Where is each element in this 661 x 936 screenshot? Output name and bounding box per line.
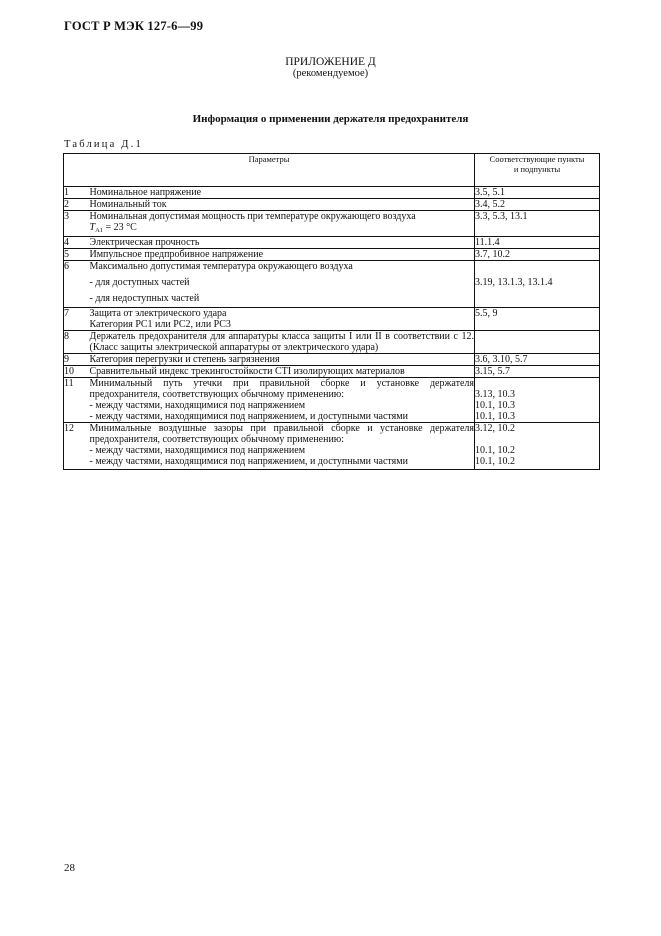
table-subrow [64, 291, 600, 308]
row-parameter-line2: Категория PC1 или PC2, или PC3 [89, 319, 231, 330]
table-caption: Таблица Д.1 [64, 139, 143, 150]
row-number: 6 [64, 261, 90, 308]
row-subparameter: - для доступных частей [89, 277, 190, 288]
row-parameter: Максимально допустимая температура окружающего воздуха [90, 261, 475, 276]
row-subparameter: - для недоступных частей [89, 293, 200, 304]
section-heading: Информация о применении держателя предохранителя [192, 113, 469, 125]
row-reference: 3.19, 13.1.3, 13.1.4 [475, 275, 600, 291]
row-parameter-text: Минимальные воздушные зазоры при правильной сборке и установке держателя предохранителя, соответствующих обычному применению: [89, 423, 474, 445]
table-row [64, 211, 600, 237]
table-row [64, 237, 600, 249]
row-parameter [90, 423, 475, 470]
header-params: Параметры [64, 154, 475, 187]
appendix-subtitle: (рекомендуемое) [292, 68, 369, 79]
row-parameter [90, 211, 475, 237]
document-code: ГОСТ Р МЭК 127-6—99 [64, 19, 204, 33]
formula-symbol: T [89, 222, 96, 233]
formula-value: = 23 °C [103, 222, 137, 233]
row-reference: 3.3, 5.3, 13.1 [475, 211, 600, 237]
row-number: 5 [64, 249, 90, 261]
row-reference-line: 10.1, 10.3 [475, 411, 515, 422]
header-refs [475, 154, 600, 187]
row-parameter: Импульсное предпробивное напряжение [90, 249, 475, 261]
table-header-row [64, 154, 600, 187]
row-number: 4 [64, 237, 90, 249]
table-row [64, 308, 600, 331]
parameters-table [63, 153, 600, 470]
row-reference-line: 3.12, 10.2 [475, 423, 515, 434]
row-parameter [90, 331, 475, 354]
table-subrow [64, 275, 600, 291]
row-number: 11 [64, 378, 90, 423]
row-parameter-formula [90, 222, 475, 236]
table-row [64, 378, 600, 423]
row-parameter-text: Номинальная допустимая мощность при температуре окружающего воздуха [89, 211, 416, 222]
row-parameter: Номинальный ток [90, 199, 475, 211]
header-refs-line1: Соответствующие пункты [489, 154, 585, 164]
row-reference: 3.4, 5.2 [475, 199, 600, 211]
row-number: 8 [64, 331, 90, 354]
row-reference: 5.5, 9 [475, 308, 600, 331]
row-subparameter: - между частями, находящимися под напряжением [89, 445, 306, 456]
row-number: 12 [64, 423, 90, 470]
row-reference-line: 3.13, 10.3 [475, 389, 515, 400]
row-subparameter: - между частями, находящимися под напряжением [89, 400, 306, 411]
row-number: 3 [64, 211, 90, 237]
table-row [64, 187, 600, 199]
header-refs-line2: и подпункты [513, 164, 561, 174]
row-reference: 3.7, 10.2 [475, 249, 600, 261]
row-parameter: Электрическая прочность [90, 237, 475, 249]
row-reference-line: 10.1, 10.2 [475, 445, 515, 456]
row-parameter: Сравнительный индекс трекингостойкости СТI изолирующих материалов [90, 366, 475, 378]
row-reference [475, 378, 600, 423]
row-number: 7 [64, 308, 90, 331]
row-reference: 3.6, 3.10, 5.7 [475, 354, 600, 366]
row-parameter: Номинальное напряжение [89, 187, 202, 198]
table-row [64, 366, 600, 378]
row-subparameter: - между частями, находящимися под напряжением, и доступными частями [89, 411, 408, 422]
row-reference [475, 331, 600, 354]
row-number: 1 [64, 187, 90, 199]
row-reference [475, 291, 600, 308]
table-row [64, 249, 600, 261]
formula-subscript: A1 [95, 227, 104, 234]
row-parameter-text: Держатель предохранителя для аппаратуры класса защиты I или II в соответствии с 12. (Класс защиты электрической аппаратуры от электрического удара) [89, 331, 474, 353]
page-number: 28 [64, 862, 75, 874]
table-row [64, 199, 600, 211]
row-reference-line: 10.1, 10.3 [475, 400, 515, 411]
row-reference [475, 423, 600, 470]
row-number: 9 [64, 354, 90, 366]
row-number: 10 [64, 366, 90, 378]
row-subparameter: - между частями, находящимися под напряжением, и доступными частями [89, 456, 408, 467]
row-parameter-line1: Защита от электрического удара [89, 308, 227, 319]
row-number: 2 [64, 199, 90, 211]
row-reference: 3.15, 5.7 [475, 366, 600, 378]
table-row [64, 261, 600, 276]
row-parameter: Категория перегрузки и степень загрязнения [90, 354, 475, 366]
row-parameter-text: Минимальный путь утечки при правильной сборке и установке держателя предохранителя, соответствующих обычному применению: [89, 378, 474, 400]
row-reference: 3.5, 5.1 [475, 187, 600, 199]
row-reference: 11.1.4 [475, 237, 600, 249]
table-row [64, 331, 600, 354]
row-parameter [90, 308, 475, 331]
row-parameter [90, 378, 475, 423]
table-row [64, 423, 600, 470]
appendix-title: ПРИЛОЖЕНИЕ Д [285, 56, 376, 68]
row-reference-line: 10.1, 10.2 [475, 456, 515, 467]
row-reference [475, 261, 600, 276]
table-row [64, 354, 600, 366]
